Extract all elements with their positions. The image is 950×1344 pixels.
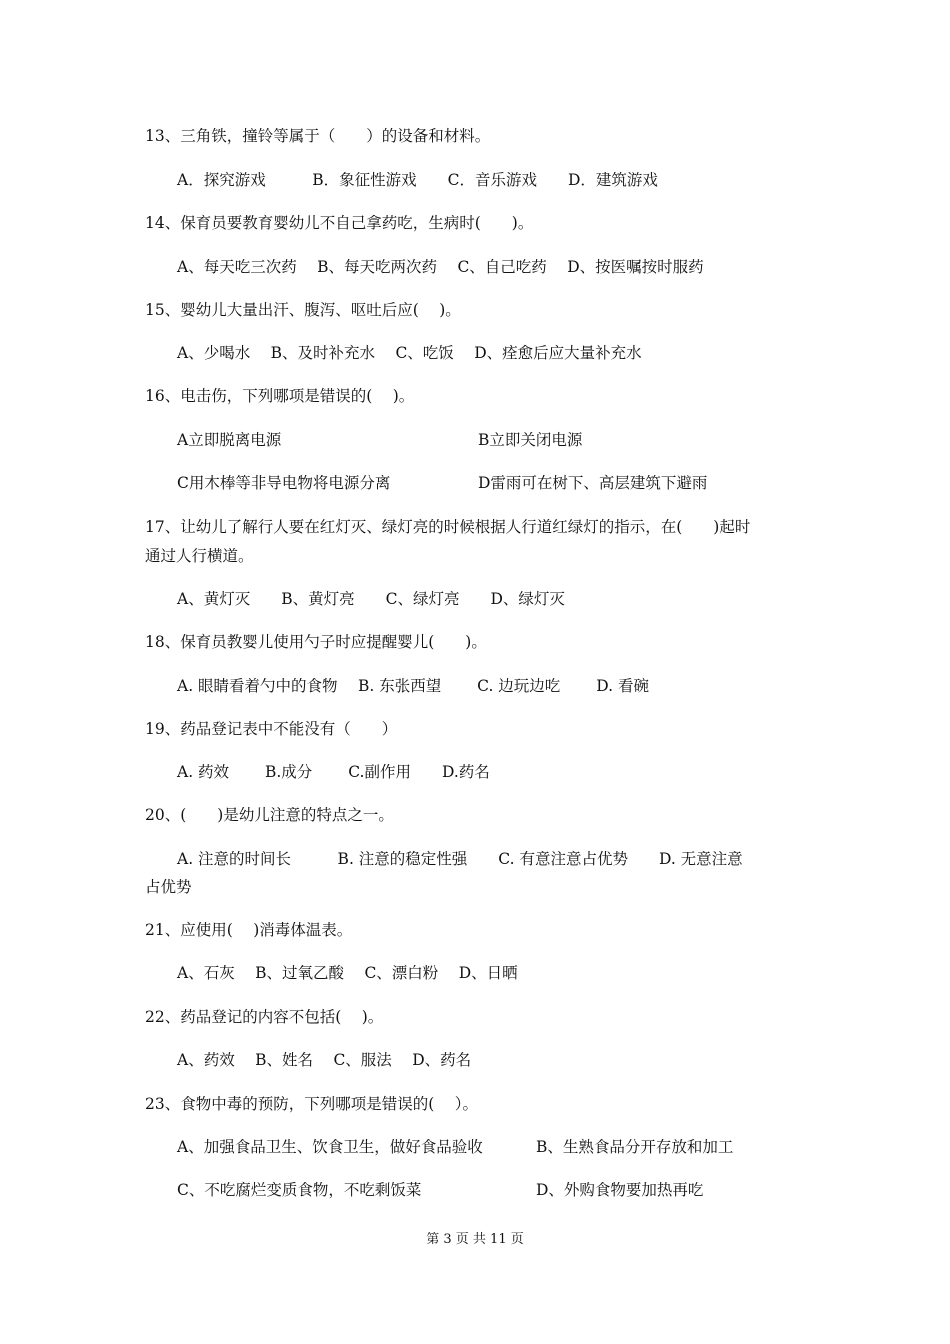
question-14-stem: 14、保育员要教育婴幼儿不自己拿药吃，生病时( )。 [145,214,534,232]
question-13-stem: 13、三角铁，撞铃等属于（ ）的设备和材料。 [145,127,491,145]
question-23-option-b: B、生熟食品分开存放和加工 [536,1138,734,1156]
question-16-option-b: B立即关闭电源 [478,431,583,449]
question-14-options: A、每天吃三次药 B、每天吃两次药 C、自己吃药 D、按医嘱按时服药 [177,258,704,276]
question-16-option-d: D雷雨可在树下、高层建筑下避雨 [478,474,708,492]
question-17-options: A、黄灯灭 B、黄灯亮 C、绿灯亮 D、绿灯灭 [177,590,565,608]
question-17-stem-continued: 通过人行横道。 [145,547,254,565]
page-footer: 第 3 页 共 11 页 [426,1232,524,1247]
question-17-stem: 17、让幼儿了解行人要在红灯灭、绿灯亮的时候根据人行道红绿灯的指示，在( )起时 [145,518,751,536]
question-22-options: A、药效 B、姓名 C、服法 D、药名 [177,1051,472,1069]
question-23-option-d: D、外购食物要加热再吃 [536,1181,704,1199]
question-19-options: A. 药效 B.成分 C.副作用 D.药名 [177,763,490,781]
question-16-stem: 16、电击伤，下列哪项是错误的( )。 [145,387,415,405]
question-22-stem: 22、药品登记的内容不包括( )。 [145,1008,384,1026]
question-15-stem: 15、婴幼儿大量出汗、腹泻、呕吐后应( )。 [145,301,461,319]
question-18-options: A. 眼睛看着勺中的食物 B. 东张西望 C. 边玩边吃 D. 看碗 [177,677,649,695]
question-19-stem: 19、药品登记表中不能没有（ ） [145,720,398,738]
question-21-stem: 21、应使用( )消毒体温表。 [145,921,353,939]
question-16-option-a: A立即脱离电源 [177,431,282,449]
question-16-option-c: C用木棒等非导电物将电源分离 [177,474,391,492]
question-18-stem: 18、保育员教婴儿使用勺子时应提醒婴儿( )。 [145,633,487,651]
question-23-option-a: A、加强食品卫生、饮食卫生，做好食品验收 [177,1138,483,1156]
question-21-options: A、石灰 B、过氧乙酸 C、漂白粉 D、日晒 [177,964,518,982]
question-20-stem: 20、( )是幼儿注意的特点之一。 [145,806,394,824]
question-13-options: A．探究游戏 B．象征性游戏 C．音乐游戏 D．建筑游戏 [177,171,658,189]
question-15-options: A、少喝水 B、及时补充水 C、吃饭 D、痊愈后应大量补充水 [177,344,642,362]
question-20-options: A. 注意的时间长 B. 注意的稳定性强 C. 有意注意占优势 D. 无意注意 [177,850,743,868]
question-23-stem: 23、食物中毒的预防，下列哪项是错误的( ）。 [145,1095,478,1113]
question-23-option-c: C、不吃腐烂变质食物，不吃剩饭菜 [177,1181,422,1199]
question-20-options-continued: 占优势 [145,878,192,896]
